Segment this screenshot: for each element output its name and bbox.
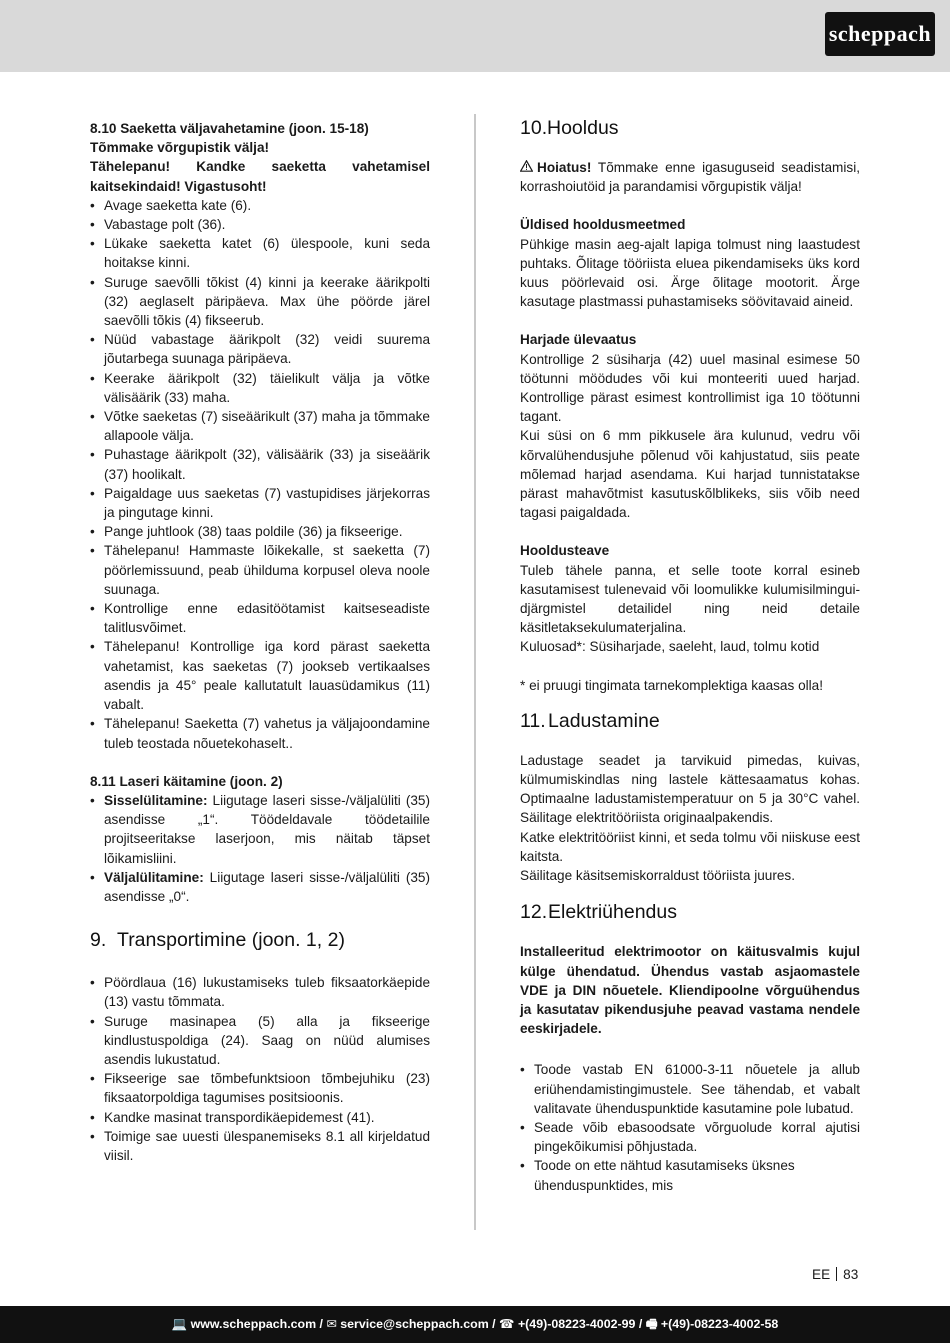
list-item: • Nüüd vabastage äärikpolt (32) veidi suurema jõutarbega suunaga päripäeva. [90, 330, 430, 368]
general-maintenance-title: Üldised hooldusmeetmed [520, 217, 686, 233]
list-item: • Fikseerige sae tõmbefunktsioon tõmbejuhiku (23) fiksaatorpoldiga tagumises positsioonis. [90, 1069, 430, 1107]
section-8-10-unplug: Tõmmake võrgupistik välja! [90, 140, 270, 156]
list-item: • Paigaldage uus saeketas (7) vastupidises järjekorras ja pingutage kinni. [90, 484, 430, 522]
warning-paragraph [520, 158, 860, 196]
section-8-10-steps [90, 196, 430, 753]
section-8-11-steps [90, 791, 430, 906]
section-9-number: 9. [90, 929, 107, 952]
list-item: • Toode on ette nähtud kasutamiseks üksnes ühenduspunktides, mis [520, 1156, 860, 1194]
list-item: • Suruge masinapea (5) alla ja fikseerige kindlustuspoldiga (24). Saag on nüüd alumises asendis lukustatud. [90, 1012, 430, 1070]
footer-separator: / [488, 1317, 500, 1331]
section-9-steps [90, 973, 430, 1165]
list-item: • Suruge saevõlli tõkist (4) kinni ja keerake äärikpolti (32) aeglaselt päripäeva. Max ühe pöörde järel saevõlli tõkis (4) fikseerub. [90, 273, 430, 331]
list-item: • Toode vastab EN 61000-3-11 nõuetele ja allub eriühendamistingimustele. See tähendab, et vabalt valitavate ühenduspunktide kasutamine pole lubatud. [520, 1060, 860, 1118]
storage-text-2: Katke elektritööriist kinni, et seda tolmu või niiskuse eest kaitsta. [520, 829, 860, 864]
section-12-heading [520, 900, 860, 924]
section-9-heading [90, 928, 430, 952]
phone-icon: ☎ [499, 1317, 518, 1331]
laser-off-text: Liigutage laseri sisse-/väljalüliti (35) asendisse „0“. [104, 869, 430, 904]
column-divider [474, 114, 476, 1230]
list-item: • Tähelepanu! Saeketta (7) vahetus ja väljajoondamine tuleb teostada nõuetekohaselt.. [90, 714, 430, 752]
page-number-separator [836, 1267, 837, 1281]
general-maintenance-text: Pühkige masin aeg-ajalt lapiga tolmust ning laastudest puhtaks. Õlitage tööriista eluea pikendamiseks üks kord kuus pöörlevaid osi. Ärge õlitage mootorit. Ärge kasutage plastmassi puhastamiseks söövitavaid aineid. [520, 236, 860, 310]
list-item: • Seade võib ebasoodsate võrguolude korral ajutisi pingekõikumisi põhjustada. [520, 1118, 860, 1156]
section-10-number: 10. [520, 117, 548, 139]
section-8-10-title: 8.10 Saeketta väljavahetamine (joon. 15-18) [90, 121, 369, 136]
list-item: • Lükake saeketta katet (6) ülespoole, kuni seda hoitakse kinni. [90, 234, 430, 272]
list-item [90, 791, 430, 868]
page-number [812, 1265, 858, 1284]
top-header-bar [0, 0, 950, 72]
footer-separator: / [316, 1317, 327, 1331]
language-code: EE [812, 1267, 831, 1282]
list-item: • Puhastage äärikpolt (32), välisäärik (33) ja siseäärik (37) hoolikalt. [90, 445, 430, 483]
section-9-title: Transportimine (joon. 1, 2) [117, 929, 345, 952]
warning-icon [520, 158, 533, 177]
list-item: • Kontrollige enne edasitöötamist kaitseseadiste talitlusvõimet. [90, 599, 430, 637]
brand-logo: scheppach [825, 12, 935, 56]
mail-icon: ✉ [326, 1317, 341, 1331]
brushes-text-2: Kui süsi on 6 mm pikkusele ära kulunud, vedru või kõrvalühendusjuhe põlenud või kahjustatud, siis peate mõlemad harjad asendama. Kui harjad tunnistatakse pärast mahavõtmist kasutuskõlblikeks, siis võib need tagasi paigaldada. [520, 428, 860, 521]
footer-website[interactable]: www.scheppach.com [190, 1317, 317, 1331]
footer-fax: +(49)-08223-4002-58 [660, 1317, 779, 1331]
section-12-title: Elektriühendus [548, 901, 677, 924]
section-11-number: 11. [520, 709, 546, 732]
left-column [90, 119, 430, 1165]
warning-label: Hoiatus! [537, 160, 592, 175]
service-info-text: Tuleb tähele panna, et selle toote korral esineb kasutamisest tulenevaid või loomulikke kulumisilminguidjärgmistel detailidel ning neid detaile käsitletaksekulumaterjalina. [520, 562, 860, 636]
page-number-value: 83 [843, 1267, 859, 1282]
list-item: • Pange juhtlook (38) taas poldile (36) ja fikseerige. [90, 522, 430, 541]
section-11-title: Ladustamine [548, 709, 660, 732]
section-8-11-title: 8.11 Laseri käitamine (joon. 2) [90, 773, 283, 789]
brushes-text-1: Kontrollige 2 süsiharja (42) uuel masinal esimese 50 töötunni möödudes või kui monteeriti uued harjad. Kontrollige pärast esimest kontrollimist iga 10 töötunni tagant. [520, 351, 860, 425]
footnote: * ei pruugi tingimata tarnekomplektiga kaasas olla! [520, 677, 824, 693]
list-item: • Avage saeketta kate (6). [90, 196, 430, 215]
list-item: • Vabastage polt (36). [90, 215, 430, 234]
service-info-title: Hooldusteave [520, 543, 610, 559]
wear-parts: Kuluosad*: Süsiharjade, saeleht, laud, tolmu kotid [520, 639, 820, 655]
section-8-10-caution: Tähelepanu! Kandke saeketta vahetamisel kaitsekindaid! Vigastusoht! [90, 159, 430, 194]
list-item: • Pöördlaua (16) lukustamiseks tuleb fiksaatorkäepide (13) vastu tõmmata. [90, 973, 430, 1011]
storage-text-3: Säilitage käsitsemiskorraldust tööriista juures. [520, 868, 796, 884]
list-item: • Võtke saeketas (7) siseäärikult (37) maha ja tõmmake allapoole välja. [90, 407, 430, 445]
footer-separator: / [635, 1317, 646, 1331]
right-column [520, 116, 860, 1195]
list-item: • Kandke masinat transpordikäepidemest (41). [90, 1108, 430, 1127]
footer-phone: +(49)-08223-4002-99 [517, 1317, 636, 1331]
section-12-number: 12. [520, 901, 548, 924]
list-item: • Toimige sae uuesti ülespanemiseks 8.1 all kirjeldatud viisil. [90, 1127, 430, 1165]
section-10-title: Hooldus [547, 117, 619, 139]
laser-on-label: Sisselülitamine: [104, 792, 208, 808]
electric-requirements: Installeeritud elektrimootor on käitusvalmis kujul külge ühendatud. Ühendus vastab asjaomastele VDE ja DIN nõuetele. Kliendipoolne võrguühendus ja kasutatav pikendusjuhe peavad vastama nendele eeskirjadele. [520, 944, 860, 1037]
laser-on-text: Liigutage laseri sisse-/väljalüliti (35) asendisse „1“. Töödeldavale töödetailile projitseeritakse laserjoon, mis näitab täpset lõikamisliini. [104, 792, 430, 866]
list-item: • Tähelepanu! Kontrollige iga kord pärast saeketta vahetamist, kas saeketas (7) jookseb vertikaalses asendis ja 45° peale kallutatult lauasüdamikus (11) vabalt. [90, 637, 430, 714]
section-10-heading [520, 116, 860, 140]
electric-notes [520, 1060, 860, 1194]
storage-text-1: Ladustage seadet ja tarvikuid pimedas, kuivas, külmumiskindlas ning lastele kättesaamatus kohas. Optimaalne ladustamistemperatuur on 5 ja 30°C vahel. Säilitage elektritööriista originaalpakendis. [520, 752, 860, 826]
brushes-title: Harjade ülevaatus [520, 332, 637, 348]
list-item [90, 868, 430, 906]
list-item: • Tähelepanu! Hammaste lõikekalle, st saeketta (7) pöörlemissuund, peab ühilduma korpusel oleva noole suunaga. [90, 541, 430, 599]
list-item: • Keerake äärikpolt (32) täielikult välja ja võtke välisäärik (33) maha. [90, 369, 430, 407]
fax-icon: 🖷 [645, 1317, 661, 1331]
laser-off-label: Väljalülitamine: [104, 869, 204, 885]
footer-email[interactable]: service@scheppach.com [340, 1317, 489, 1331]
footer-bar [0, 1306, 950, 1343]
computer-icon: 💻 [171, 1317, 191, 1331]
warning-text: Tõmmake enne igasuguseid seadistamisi, korrashoiutöid ja parandamisi võrgupistik välja! [520, 160, 860, 195]
section-11-heading [520, 709, 860, 733]
